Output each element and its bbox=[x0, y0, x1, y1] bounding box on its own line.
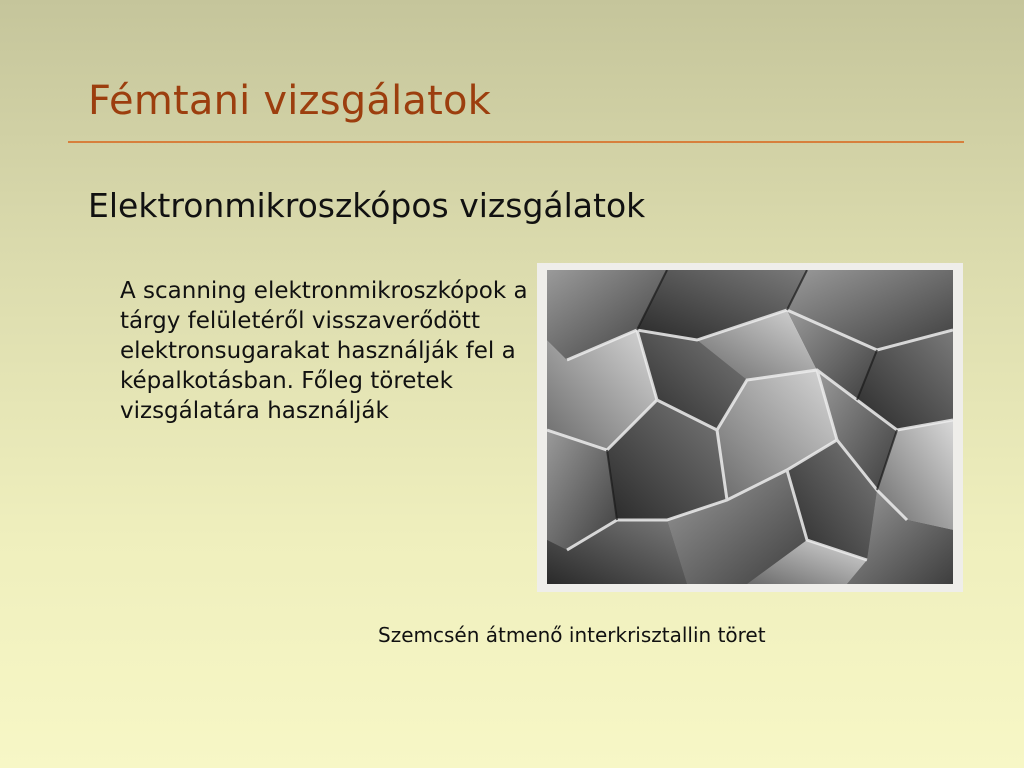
body-paragraph: A scanning elektronmikroszkópok a tárgy felületéről visszaverődött elektronsugarakat használják fel a képalkotásban. Főleg töretek vizsgálatára használják bbox=[120, 278, 528, 424]
image-caption: Szemcsén átmenő interkrisztallin töret bbox=[378, 623, 766, 647]
slide-title: Fémtani vizsgálatok bbox=[88, 78, 492, 124]
sem-micrograph-image bbox=[537, 263, 963, 592]
slide-subtitle: Elektronmikroszkópos vizsgálatok bbox=[88, 186, 646, 225]
title-divider bbox=[68, 141, 964, 143]
fracture-surface-illustration bbox=[547, 270, 953, 584]
